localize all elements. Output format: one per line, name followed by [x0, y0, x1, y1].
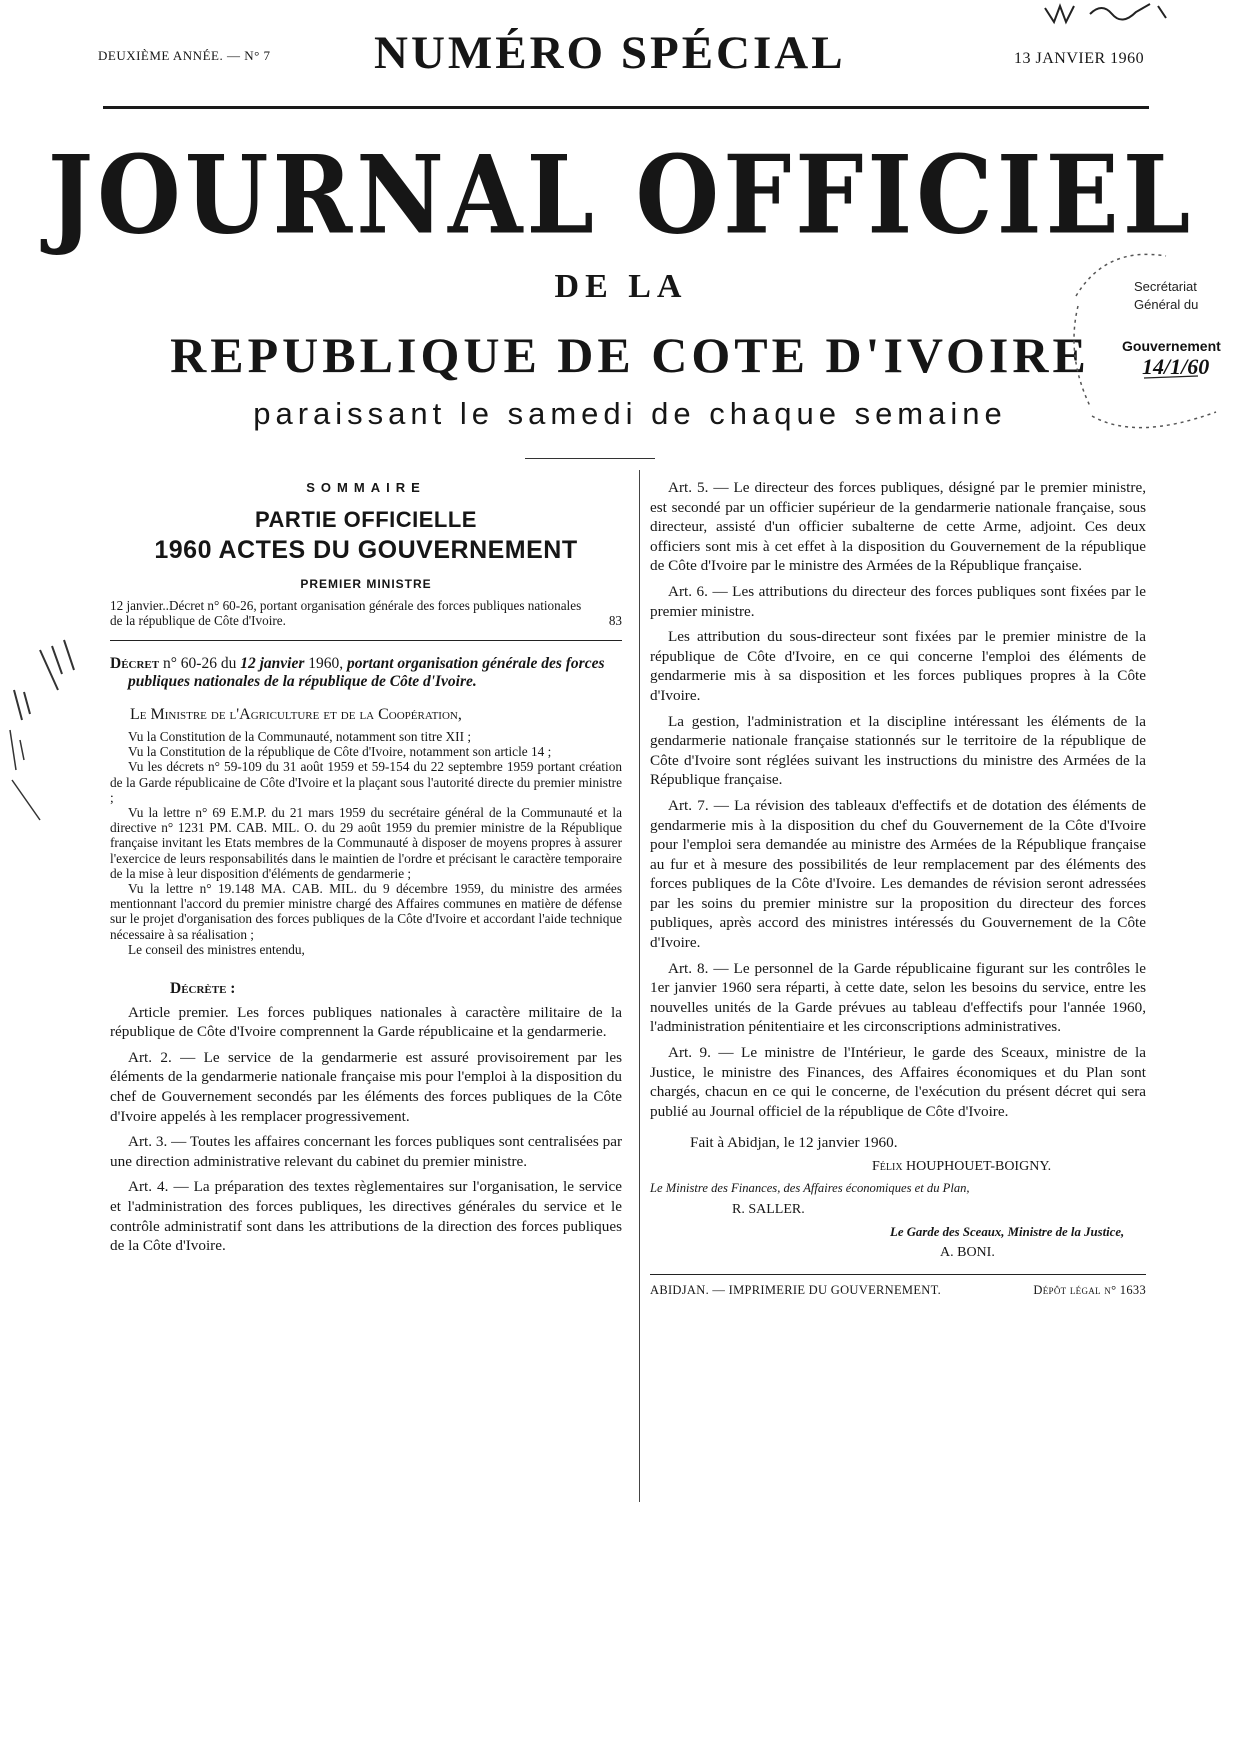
stamp-date: 14/1/60 [1142, 354, 1210, 379]
stamp-line-2: Général du [1134, 297, 1199, 312]
footer-printer: ABIDJAN. — IMPRIMERIE DU GOUVERNEMENT. [650, 1283, 942, 1298]
article-paragraph: Article premier. Les forces publiques nationales à caractère militaire de la république de Côte d'Ivoire comprennent la Garde républicaine et la gendarmerie. [110, 1003, 622, 1041]
title-rule [525, 458, 655, 459]
footer [650, 1281, 1146, 1301]
premier-ministre-heading: PREMIER MINISTRE [300, 576, 432, 591]
decree-year: 1960, [308, 655, 344, 673]
decree-title: portant organisation générale des forces publiques nationales de la république de Côte d'Ivoire. [128, 655, 605, 691]
signature-name-justice: A. BONI. [940, 1244, 995, 1260]
article-paragraph: Art. 7. — La révision des tableaux d'effectifs et de dotation des éléments de gendarmerie mis à la disposition du chef du Gouvernement de la Côte d'Ivoire pour l'emploi sera demandée au ministre des Armées de la République française au fur et à mesure des possibilités de leur remplacement par des éléments des forces publiques de la Côte d'Ivoire. Les demandes de révision seront adressées par les soins du premier ministre sur la proposition du directeur des forces publiques, après accord des ministres intéressés du Gouvernement de la Côte d'Ivoire. [650, 796, 1146, 952]
sommaire-rule [110, 640, 622, 641]
article-paragraph: Les attribution du sous-directeur sont fixées par le premier ministre de la république de Côte d'Ivoire, en ce qui concerne l'emploi des éléments de gendarmerie mis à sa disposition et les forces publiques propres à la Côte d'Ivoire. [650, 628, 1146, 704]
vu-clause: Vu la lettre n° 69 E.M.P. du 21 mars 1959 du secrétaire général de la Communauté et la directive n° 1231 PM. CAB. MIL. O. du 29 août 1959 du premier ministre de la République française invitant les Etats membres de la Communauté à disposer de moyens propres à assurer l'exercice de leurs responsabilités dans le maintien de l'ordre et précisant le caractère temporaire de la mise à leur disposition d'éléments de gendarmerie ; [110, 804, 622, 881]
sommaire-entry [110, 598, 622, 628]
left-column [110, 478, 622, 1262]
decrete-heading: Décrète : [170, 980, 236, 998]
footer-legal-deposit: Dépôt légal n° 1633 [1033, 1283, 1146, 1298]
issue-number: DEUXIÈME ANNÉE. — N° 7 [98, 48, 271, 63]
vu-clause: Le conseil des ministres entendu, [128, 941, 305, 957]
vu-clause: Vu la Constitution de la république de Côte d'Ivoire, notamment son article 14 ; [128, 744, 552, 760]
decree-date: 12 janvier [240, 655, 305, 673]
article-paragraph: Art. 2. — Le service de la gendarmerie est assuré provisoirement par les éléments de la gendarmerie nationale française mis pour l'emploi à la disposition du chef de Gouvernement secondés par les éléments des forces publiques de la Côte d'Ivoire appelés à les remplacer progressivement. [110, 1048, 622, 1125]
signature-name-finances: R. SALLER. [732, 1201, 805, 1217]
republic-title: REPUBLIQUE DE COTE D'IVOIRE [170, 327, 1090, 383]
footer-rule [650, 1274, 1146, 1275]
handwritten-mark-left [0, 630, 90, 840]
right-column [650, 478, 1146, 1301]
publication-frequency: paraissant le samedi de chaque semaine [253, 396, 1007, 431]
vu-clause: Vu la lettre n° 19.148 MA. CAB. MIL. du 9 décembre 1959, du ministre des armées mentionnant l'accord du premier ministre chargé des Affaires communes en matière de défense sur le projet d'organisation des forces publiques de la Côte d'Ivoire et accordant l'aide technique nécessaire à sa réalisation ; [110, 881, 622, 942]
article-paragraph: Art. 8. — Le personnel de la Garde républicaine figurant sur les contrôles le 1er janvier 1960 sera réparti, à cette date, selon les besoins du service, entre les nouvelles unités de la Garde prévues au tableau d'effectifs pour l'année 1960, l'administration pénitentiaire et les circonscriptions administratives. [650, 959, 1146, 1036]
article-paragraph: Art. 9. — Le ministre de l'Intérieur, le garde des Sceaux, ministre de la Justice, le ministre des Finances, des Affaires économiques et du Plan sont chargés, chacun en ce qui le concerne, de l'exécution du présent décret qui sera publié au Journal officiel de la république de Côte d'Ivoire. [650, 1044, 1146, 1120]
special-edition-label: NUMÉRO SPÉCIAL [374, 27, 846, 79]
official-stamp [1066, 236, 1236, 456]
article-paragraph: Art. 3. — Toutes les affaires concernant les forces publiques sont centralisées par une direction administrative relevant du cabinet du premier ministre. [110, 1133, 622, 1170]
journal-title-de-la: DE LA [554, 268, 688, 305]
signature-role-finances: Le Ministre des Finances, des Affaires économiques et du Plan, [650, 1180, 970, 1195]
vu-clause: Vu les décrets n° 59-109 du 31 août 1959 et 59-154 du 22 septembre 1959 portant création de la Garde républicaine de Côte d'Ivoire et la plaçant sous l'autorité directe du premier ministre ; [110, 759, 622, 805]
decree-number: n° 60-26 du [162, 655, 237, 673]
signature-place-date: Fait à Abidjan, le 12 janvier 1960. [690, 1134, 898, 1152]
stamp-line-1: Secrétariat [1134, 279, 1197, 294]
column-divider [639, 470, 640, 1502]
handwritten-mark-top [1040, 0, 1180, 30]
issue-date: 13 JANVIER 1960 [1014, 50, 1145, 67]
sommaire-heading: SOMMAIRE [306, 480, 426, 495]
decree-heading [110, 655, 622, 691]
vu-clause: Vu la Constitution de la Communauté, notamment son titre XII ; [128, 728, 472, 744]
article-paragraph: Art. 4. — La préparation des textes règlementaires sur l'organisation, le service et l'administration des forces publiques, les directives générales du service et le contrôle administratif sont dans les attributions de la direction des forces publiques de la Côte d'Ivoire. [110, 1178, 622, 1255]
stamp-line-3: Gouvernement [1122, 338, 1221, 354]
signature-president: Félix HOUPHOUET-BOIGNY. [872, 1159, 1052, 1174]
signature-role-justice: Le Garde des Sceaux, Ministre de la Justice, [890, 1225, 1125, 1240]
sommaire-entry-text: 12 janvier..Décret n° 60-26, portant organisation générale des forces publiques nationales de la république de Côte d'Ivoire. [110, 598, 582, 629]
minister-line: Le Ministre de l'Agriculture et de la Coopération, [130, 706, 462, 724]
article-paragraph: Art. 5. — Le directeur des forces publiques, désigné par le premier ministre, est secondé par un officier supérieur de la gendarmerie nationale française, sous directeur, assisté d'un officier subalterne de cette Arme, adjoint. Ces deux officiers sont mis à cet effet à la disposition du Gouvernement de la république de Côte d'Ivoire par le ministre des Armées de la République française. [650, 479, 1146, 575]
partie-officielle: PARTIE OFFICIELLE [255, 506, 477, 532]
header-rule [103, 106, 1149, 109]
actes-du-gouvernement: 1960 ACTES DU GOUVERNEMENT [154, 536, 578, 565]
article-paragraph: Art. 6. — Les attributions du directeur des forces publiques sont fixées par le premier ministre. [650, 582, 1146, 620]
article-paragraph: La gestion, l'administration et la discipline intéressant les éléments de la gendarmerie nationale française stationnés sur le territoire de la république de Côte d'Ivoire sont réglées suivant les instructions du ministre des Armées de la République française. [650, 712, 1146, 789]
journal-title: JOURNAL OFFICIEL [47, 131, 1195, 259]
decree-label: Décret [110, 655, 160, 673]
sommaire-entry-page: 83 [608, 613, 622, 629]
